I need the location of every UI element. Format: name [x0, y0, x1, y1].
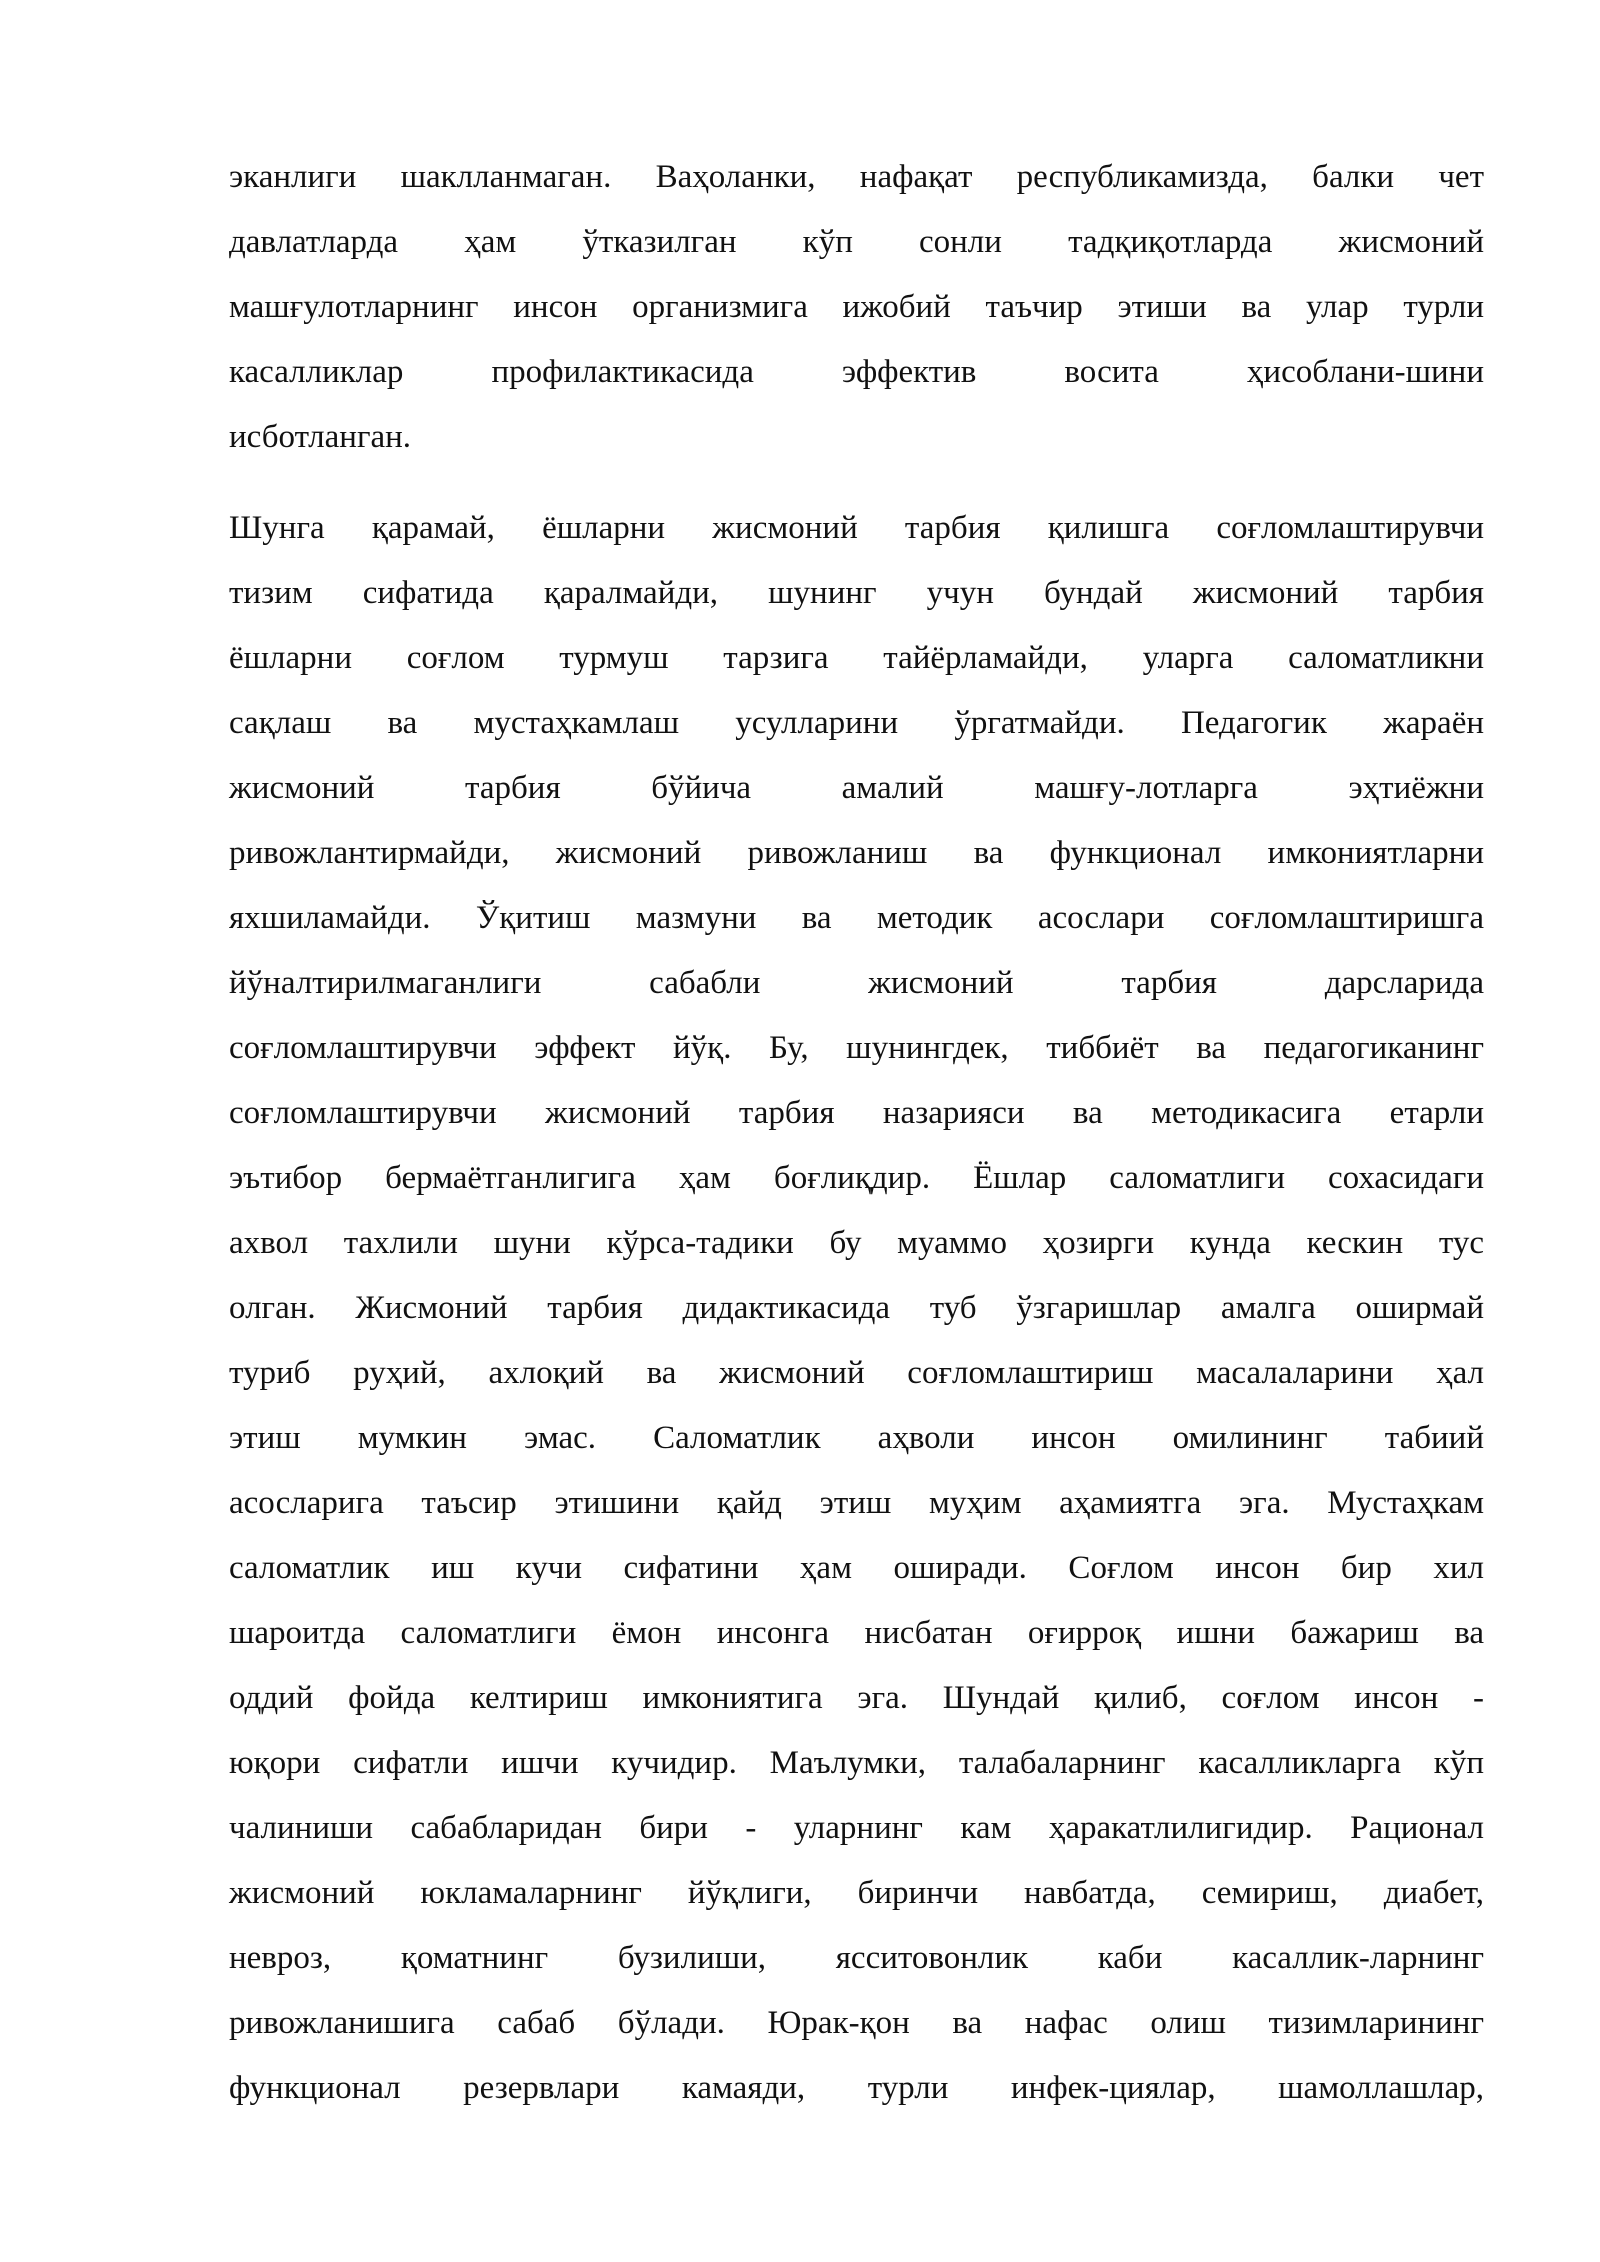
paragraph-2-line-17: саломатлик иш кучи сифатини ҳам оширади. Соғлом инсон бир хил [229, 1550, 1484, 1586]
paragraph-2 [229, 496, 1484, 2121]
document-body [229, 145, 1484, 2121]
paragraph-1-line-3: машғулотларнинг инсон организмига ижобий таъчир этиши ва улар турли [229, 289, 1484, 325]
paragraph-2-line-24: ривожланишига сабаб бўлади. Юрак-қон ва нафас олиш тизимларининг [229, 2005, 1484, 2041]
paragraph-2-line-19: оддий фойда келтириш имкониятига эга. Шундай қилиб, соғлом инсон - [229, 1680, 1484, 1716]
paragraph-2-line-2: тизим сифатида қаралмайди, шунинг учун бундай жисмоний тарбия [229, 575, 1484, 611]
paragraph-2-line-11: эътибор бермаётганлигига ҳам боғлиқдир. Ёшлар саломатлиги сохасидаги [229, 1160, 1484, 1196]
paragraph-2-line-12: ахвол тахлили шуни кўрса-тадики бу муаммо ҳозирги кунда кескин тус [229, 1225, 1484, 1261]
paragraph-2-line-14: туриб руҳий, ахлоқий ва жисмоний соғломлаштириш масалаларини ҳал [229, 1355, 1484, 1391]
paragraph-1 [229, 145, 1484, 470]
paragraph-2-line-1: Шунга қарамай, ёшларни жисмоний тарбия қилишга соғломлаштирувчи [229, 510, 1484, 546]
paragraph-2-line-5: жисмоний тарбия бўйича амалий машғу-лотларга эҳтиёжни [229, 770, 1484, 806]
paragraph-2-line-25: функционал резервлари камаяди, турли инфек-циялар, шамоллашлар, [229, 2070, 1484, 2106]
paragraph-2-line-18: шароитда саломатлиги ёмон инсонга нисбатан оғирроқ ишни бажариш ва [229, 1615, 1484, 1651]
paragraph-1-line-1: эканлиги шаклланмаган. Ваҳоланки, нафақат республикамизда, балки чет [229, 159, 1484, 195]
paragraph-2-line-4: сақлаш ва мустаҳкамлаш усулларини ўргатмайди. Педагогик жараён [229, 705, 1484, 741]
paragraph-2-line-23: невроз, қоматнинг бузилиши, ясситовонлик каби касаллик-ларнинг [229, 1940, 1484, 1976]
paragraph-2-line-21: чалиниши сабабларидан бири - уларнинг кам ҳаракатлилигидир. Рационал [229, 1810, 1484, 1846]
paragraph-2-line-16: асосларига таъсир этишини қайд этиш муҳим аҳамиятга эга. Мустаҳкам [229, 1485, 1484, 1521]
paragraph-1-line-2: давлатларда ҳам ўтказилган кўп сонли тадқиқотларда жисмоний [229, 224, 1484, 260]
paragraph-2-line-8: йўналтирилмаганлиги сабабли жисмоний тарбия дарсларида [229, 965, 1484, 1001]
paragraph-1-line-4: касалликлар профилактикасида эффектив восита ҳисоблани-шини [229, 354, 1484, 390]
paragraph-2-line-20: юқори сифатли ишчи кучидир. Маълумки, талабаларнинг касалликларга кўп [229, 1745, 1484, 1781]
paragraph-2-line-10: соғломлаштирувчи жисмоний тарбия назарияси ва методикасига етарли [229, 1095, 1484, 1131]
paragraph-2-line-6: ривожлантирмайди, жисмоний ривожланиш ва функционал имкониятларни [229, 835, 1484, 871]
paragraph-2-line-13: олган. Жисмоний тарбия дидактикасида туб ўзгаришлар амалга оширмай [229, 1290, 1484, 1326]
paragraph-2-line-15: этиш мумкин эмас. Саломатлик аҳволи инсон омилининг табиий [229, 1420, 1484, 1456]
paragraph-1-line-5: исботланган. [229, 419, 412, 455]
paragraph-2-line-22: жисмоний юкламаларнинг йўқлиги, биринчи навбатда, семириш, диабет, [229, 1875, 1484, 1911]
paragraph-2-line-9: соғломлаштирувчи эффект йўқ. Бу, шунингдек, тиббиёт ва педагогиканинг [229, 1030, 1484, 1066]
paragraph-2-line-7: яхшиламайди. Ўқитиш мазмуни ва методик асослари соғломлаштиришга [229, 900, 1484, 936]
paragraph-2-line-3: ёшларни соғлом турмуш тарзига тайёрламайди, уларга саломатликни [229, 640, 1484, 676]
